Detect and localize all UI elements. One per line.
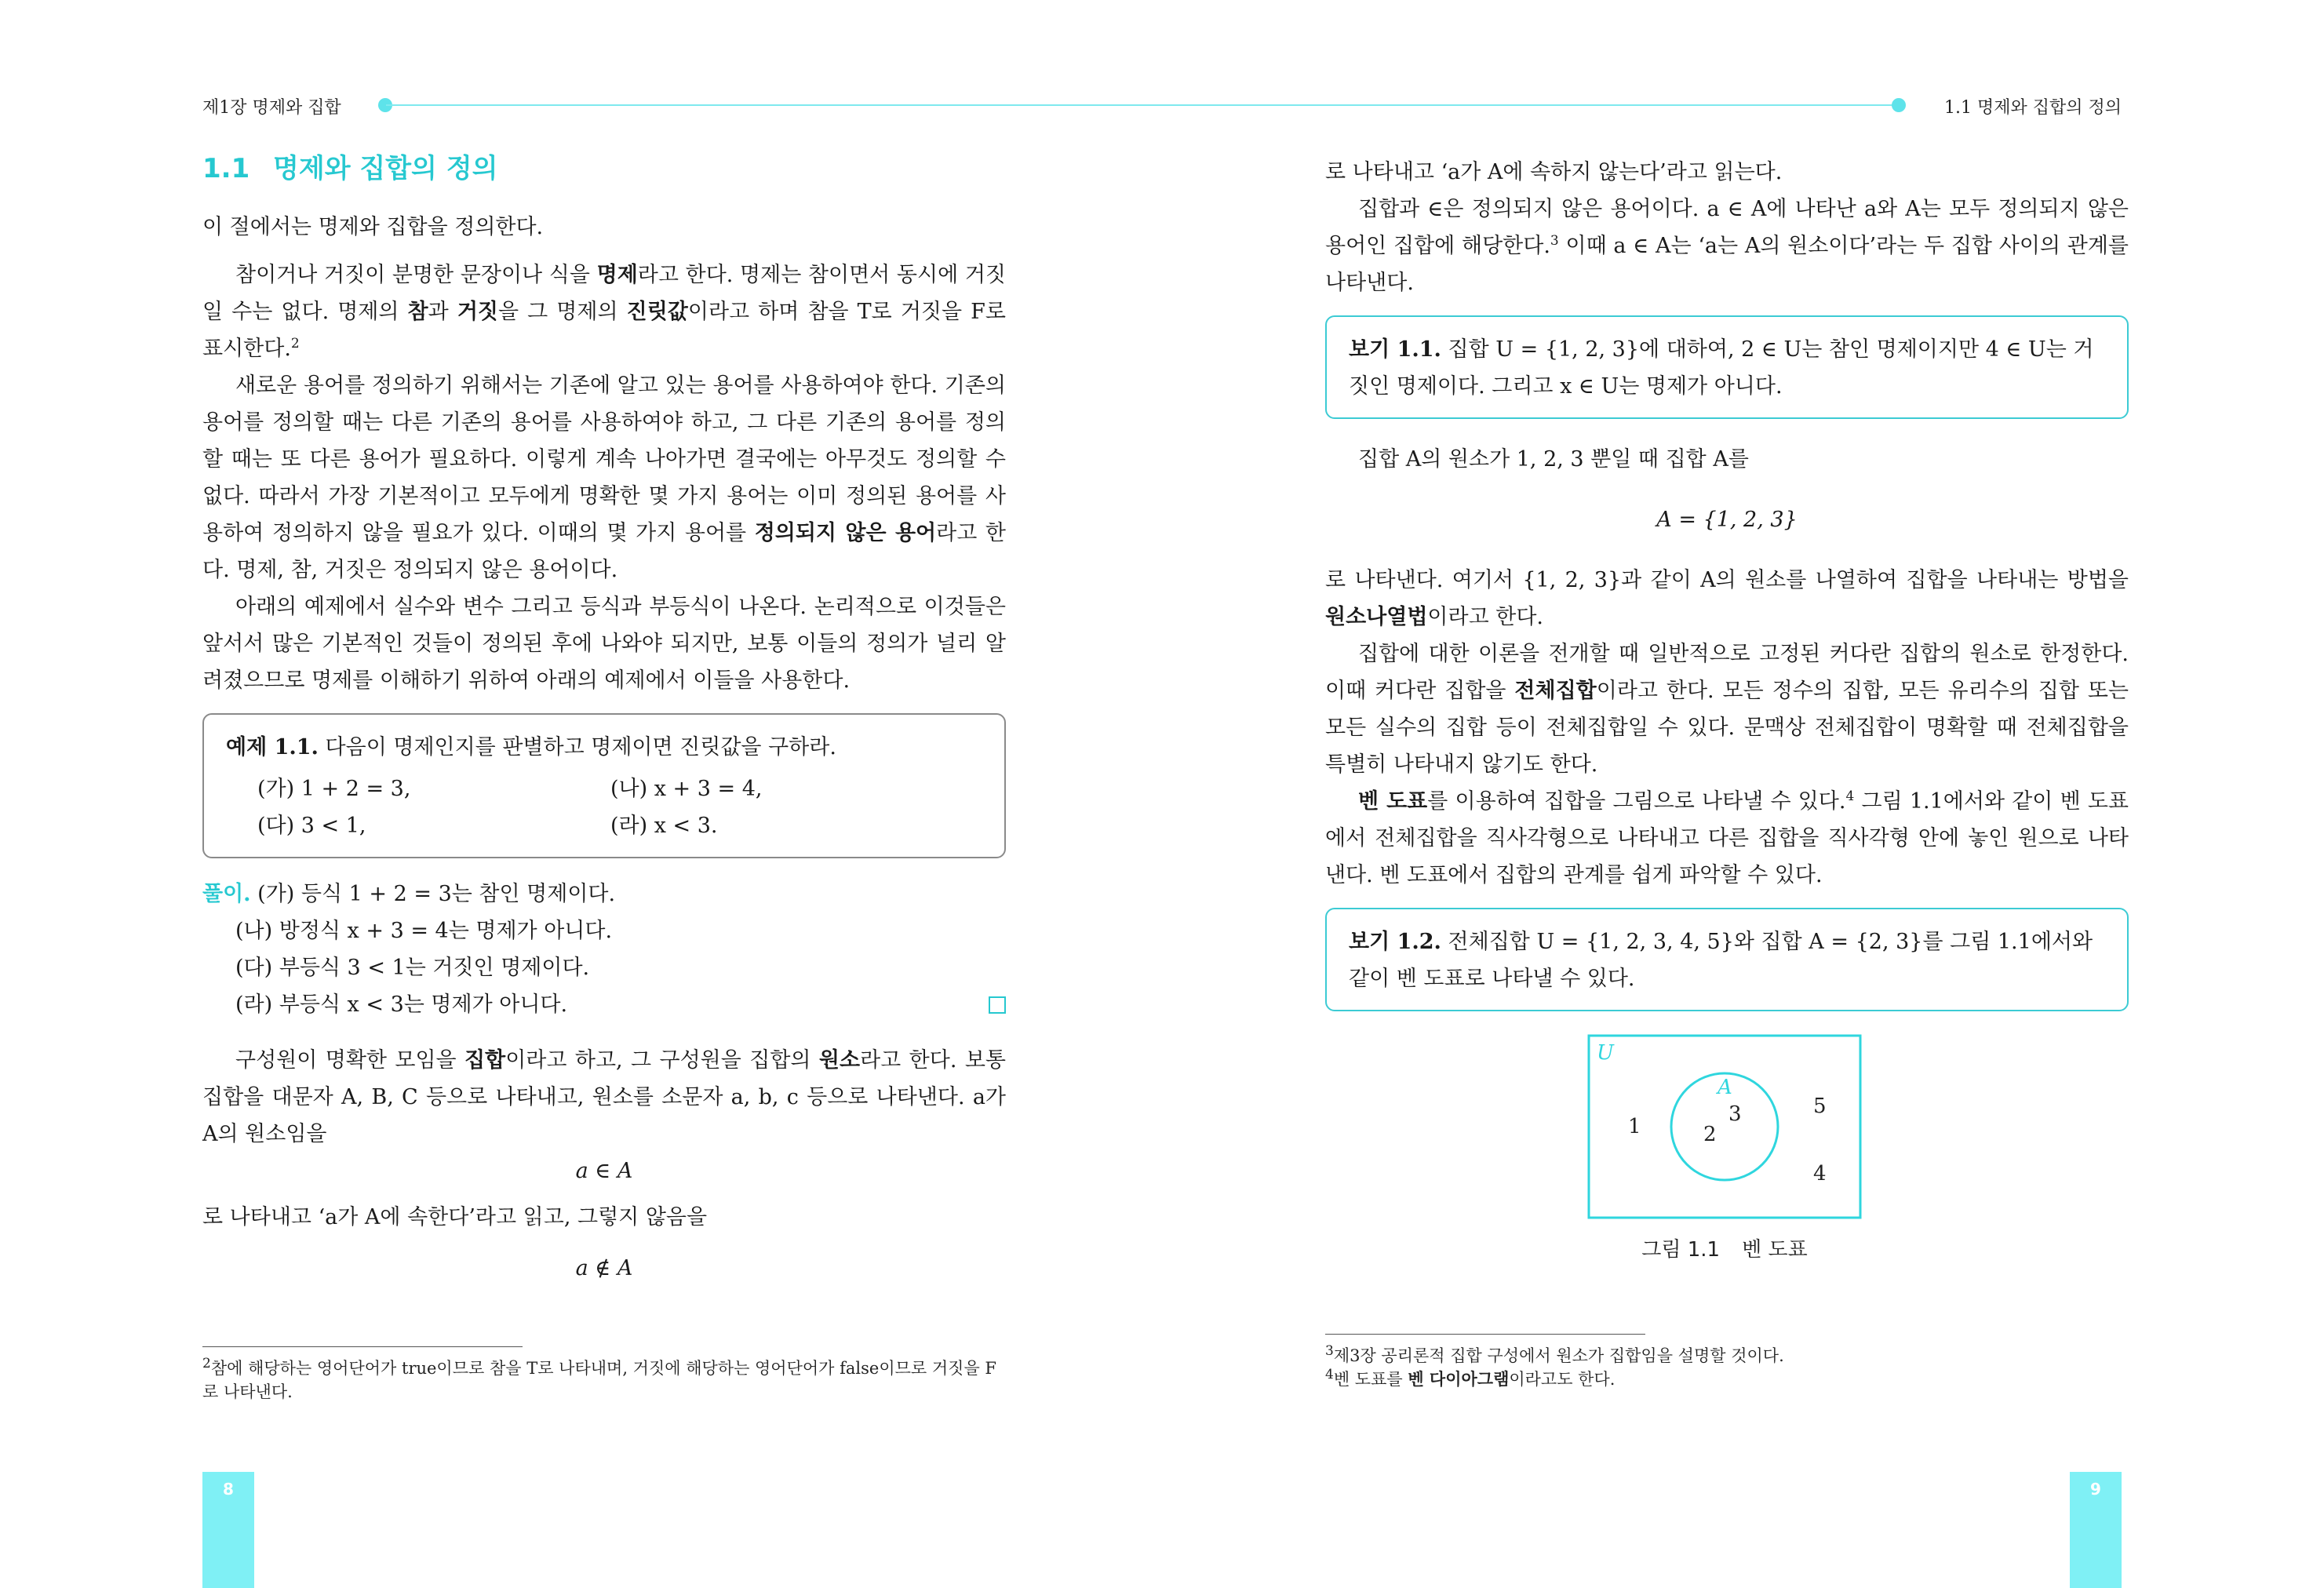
set-a-label: A [1718, 1076, 1732, 1099]
footnote-text: 이라고도 한다. [1509, 1370, 1616, 1389]
header-rule [386, 104, 1162, 106]
footnote [1325, 1368, 2129, 1391]
text: 이라고 하고, 그 구성원을 집합의 [505, 1048, 819, 1073]
figure-caption [1587, 1233, 1862, 1262]
text: 라고 한다. 명제, 참, 거짓은 정의되지 않은 용어이다. [202, 521, 1006, 582]
text: 참이거나 거짓이 분명한 문장이나 식을 [235, 263, 597, 287]
text: 과 [428, 300, 457, 324]
running-head-left: 제1장 명제와 집합 [202, 98, 341, 118]
math-membership: a ∈ A [575, 1159, 633, 1183]
solution-line: (나) 방정식 x + 3 = 4는 명제가 아니다. [235, 919, 613, 943]
paragraph-proposition [202, 257, 1006, 367]
example-item: (라) x < 3. [610, 814, 718, 838]
text: 을 그 명제의 [497, 300, 627, 324]
page-number-tab: 8 [202, 1472, 254, 1588]
solution [202, 876, 1006, 1023]
term-set: 집합 [464, 1048, 506, 1073]
right-body [1325, 154, 2129, 1029]
page-number-tab: 9 [2070, 1472, 2122, 1588]
footnote [202, 1357, 1006, 1404]
footnote-term: 벤 다이아그램 [1408, 1369, 1510, 1389]
term-undefined: 정의되지 않은 용어 [754, 521, 937, 545]
example-item: (가) 1 + 2 = 3, [257, 777, 411, 801]
term-element: 원소 [818, 1048, 861, 1073]
text: 이라고 한다. 모든 정수의 집합, 모든 유리수의 집합 또는 모든 실수의 집합 등이 전체집합일 수 있다. 문맥상 전체집합이 명확할 때 전체집합을 특별히 나타내지 않기도 한다. [1325, 679, 2129, 777]
section-number: 1.1 [202, 153, 250, 184]
footnote-mark: 2 [290, 336, 300, 351]
example-label: 예제 1.1. [226, 735, 319, 759]
footnote-mark: 4 [1845, 789, 1855, 804]
footnote-mark: 3 [1550, 233, 1559, 249]
example-text: 전체집합 U = {1, 2, 3, 4, 5}와 집합 A = {2, 3}를 그림 1.1에서와 같이 벤 도표로 나타낼 수 있다. [1349, 930, 2093, 991]
paragraph-read-as: 로 나타내고 ‘a가 A에 속한다’라고 읽고, 그렇지 않음을 [202, 1205, 708, 1229]
paragraph-membership [1325, 191, 2129, 301]
example-text: 다음이 명제인지를 판별하고 명제이면 진릿값을 구하라. [325, 735, 836, 759]
paragraph-examples-intro: 아래의 예제에서 실수와 변수 그리고 등식과 부등식이 나온다. 논리적으로 이것들은 앞서서 많은 기본적인 것들이 정의된 후에 나와야 되지만, 보통 이들의 정의가 널리 알려졌으므로 명제를 이해하기 위하여 아래의 예제에서 이들을 사용한다. [202, 595, 1006, 693]
example-item: (다) 3 < 1, [257, 814, 366, 838]
text: 이라고 하며 참을 T로 거짓을 F로 표시한다. [202, 300, 1006, 361]
math-non-membership: a ∉ A [575, 1256, 633, 1280]
paragraph-roster [1325, 562, 2129, 636]
text: 집합에 대한 이론을 전개할 때 일반적으로 고정된 커다란 집합의 원소로 한정한다. 이때 커다란 집합을 [1325, 642, 2129, 703]
right-page [1162, 0, 2324, 1588]
text: 그림 1.1에서와 같이 벤 도표에서 전체집합을 직사각형으로 나타내고 다른 집합을 직사각형 안에 놓인 원으로 나타낸다. 벤 도표에서 집합의 관계를 쉽게 파악할 수 있다. [1325, 789, 2129, 887]
text: 로 나타낸다. 여기서 {1, 2, 3}과 같이 A의 원소를 나열하여 집합을 나타내는 방법을 [1325, 568, 2129, 592]
example-item: (나) x + 3 = 4, [610, 777, 763, 801]
footnote-text: 벤 도표를 [1333, 1370, 1408, 1389]
term-truth-value: 진릿값 [626, 300, 688, 324]
example-box [202, 713, 1006, 858]
text: 라고 한다. 명제는 참이면서 동시에 거짓일 수는 없다. 명제의 [202, 263, 1006, 324]
solution-line: (라) 부등식 x < 3는 명제가 아니다. [235, 992, 568, 1017]
text: 이라고 한다. [1427, 605, 1543, 629]
term-false: 거짓 [457, 300, 498, 324]
paragraph-venn [1325, 783, 2129, 894]
caption-text: 벤 도표 [1742, 1238, 1808, 1262]
paragraph-read-not: 로 나타내고 ‘a가 A에 속하지 않는다’라고 읽는다. [1325, 160, 1783, 184]
universe-label: U [1597, 1041, 1614, 1065]
paragraph-set-definition [202, 1042, 1006, 1153]
example-box-1 [1325, 315, 2129, 419]
header-rule [1162, 104, 1900, 106]
example-items [226, 770, 984, 844]
text: 구성원이 명확한 모임을 [235, 1048, 465, 1073]
text: 집합과 ∈은 정의되지 않은 용어이다. a ∈ A에 나타난 a와 A는 모두 정의되지 않은 용어인 집합에 해당한다. [1325, 197, 2129, 258]
element-1: 1 [1628, 1115, 1641, 1138]
venn-diagram [1587, 1034, 1862, 1219]
footnote-rule [202, 1346, 523, 1347]
footnote-mark: 4 [1325, 1367, 1334, 1382]
running-head-right: 1.1 명제와 집합의 정의 [1944, 98, 2122, 118]
text: 라고 한다. 보통 집합을 대문자 A, B, C 등으로 나타내고, 원소를 소문자 a, b, c 등으로 나타낸다. a가 A의 원소임을 [202, 1048, 1006, 1146]
intro-paragraph: 이 절에서는 명제와 집합을 정의한다. [202, 215, 544, 239]
footnote-mark: 2 [202, 1356, 211, 1371]
term-roster: 원소나열법 [1325, 605, 1428, 629]
math-set-a: A = {1, 2, 3} [1656, 508, 1798, 532]
text: 새로운 용어를 정의하기 위해서는 기존에 알고 있는 용어를 사용하여야 한다. 기존의 용어를 정의할 때는 다른 기존의 용어를 사용하여야 하고, 그 다른 기존의 용어를 정의할 때는 또 다른 용어가 필요하다. 이렇게 계속 나아가면 결국에는 아무것도 정의할 수 없다. 따라서 가장 기본적이고 모두에게 명확한 몇 가지 용어는 이미 정의된 용어를 사용하여 정의하지 않을 필요가 있다. 이때의 몇 가지 용어를 [202, 373, 1006, 545]
solution-label: 풀이. [202, 882, 251, 906]
example-text: 집합 U = {1, 2, 3}에 대하여, 2 ∈ U는 참인 명제이지만 4 ∈ U는 거짓인 명제이다. 그리고 x ∈ U는 명제가 아니다. [1349, 337, 2094, 399]
element-4: 4 [1813, 1162, 1827, 1186]
header-dot [1892, 98, 1906, 112]
footnote-rule [1325, 1334, 1645, 1335]
solution-line: (가) 등식 1 + 2 = 3는 참인 명제이다. [257, 882, 616, 906]
section-title-text: 명제와 집합의 정의 [273, 153, 498, 184]
footnote-text: 제3장 공리론적 집합 구성에서 원소가 집합임을 설명할 것이다. [1333, 1346, 1784, 1365]
term-universal-set: 전체집합 [1514, 679, 1597, 703]
example-label: 보기 1.2. [1349, 930, 1441, 954]
footnote-text: 참에 해당하는 영어단어가 true이므로 참을 T로 나타내며, 거짓에 해당하는 영어단어가 false이므로 거짓을 F로 나타낸다. [202, 1359, 996, 1401]
paragraph-universal-set [1325, 636, 2129, 783]
element-5: 5 [1813, 1094, 1827, 1118]
caption-label: 그림 1.1 [1641, 1238, 1721, 1262]
text: 이때 a ∈ A는 ‘a는 A의 원소이다’라는 두 집합 사이의 관계를 나타낸다. [1325, 234, 2129, 295]
paragraph-undefined-terms [202, 367, 1006, 588]
term-proposition: 명제 [596, 263, 638, 287]
footnote [1325, 1344, 2129, 1368]
qed-square-icon [989, 996, 1006, 1014]
text: 를 이용하여 집합을 그림으로 나타낼 수 있다. [1427, 789, 1846, 814]
term-true: 참 [407, 300, 428, 324]
section-title [202, 149, 1006, 188]
term-venn: 벤 도표 [1358, 789, 1428, 814]
solution-line: (다) 부등식 3 < 1는 거짓인 명제이다. [235, 956, 590, 980]
right-footnotes [1325, 1334, 2129, 1391]
footnote-mark: 3 [1325, 1343, 1334, 1359]
paragraph-set-a: 집합 A의 원소가 1, 2, 3 뿐일 때 집합 A를 [1358, 447, 1749, 472]
left-body [202, 149, 1006, 1287]
left-footnotes [202, 1346, 1006, 1404]
element-2: 2 [1703, 1123, 1717, 1146]
element-3: 3 [1728, 1102, 1742, 1126]
example-box-2 [1325, 908, 2129, 1011]
example-label: 보기 1.1. [1349, 337, 1441, 362]
